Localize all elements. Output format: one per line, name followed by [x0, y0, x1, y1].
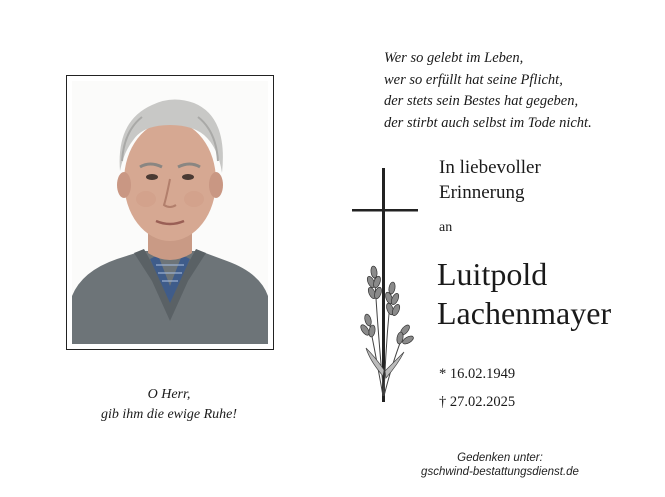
remembrance-heading	[439, 155, 541, 205]
memorial-quote	[384, 48, 654, 134]
deceased-name	[437, 255, 611, 333]
intro-line-1: In liebevoller	[439, 157, 541, 178]
prayer-line-1: O Herr,	[147, 387, 191, 402]
intro-line-2: Erinnerung	[439, 182, 525, 203]
prayer-text	[60, 385, 278, 425]
death-date: † 27.02.2025	[439, 394, 516, 410]
cross-with-wheat-icon	[350, 166, 422, 411]
memorial-label: Gedenken unter:	[457, 452, 543, 464]
life-dates	[439, 360, 515, 416]
quote-line-3: der stets sein Bestes hat gegeben,	[384, 93, 579, 109]
quote-line-4: der stirbt auch selbst im Tode nicht.	[384, 114, 592, 131]
birth-date: * 16.02.1949	[439, 366, 516, 382]
quote-line-2: wer so erfüllt hat seine Pflicht,	[384, 71, 563, 88]
last-name: Lachenmayer	[437, 295, 612, 331]
prayer-line-2: gib ihm die ewige Ruhe!	[100, 407, 238, 422]
portrait-frame	[66, 75, 274, 350]
memorial-link-block	[400, 451, 600, 479]
quote-line-1: Wer so gelebt im Leben,	[384, 50, 524, 66]
memorial-website-link[interactable]: gschwind-bestattungsdienst.de	[421, 466, 579, 478]
portrait-photo	[72, 81, 268, 344]
first-name: Luitpold	[437, 256, 548, 292]
intro-an: an	[439, 220, 453, 235]
